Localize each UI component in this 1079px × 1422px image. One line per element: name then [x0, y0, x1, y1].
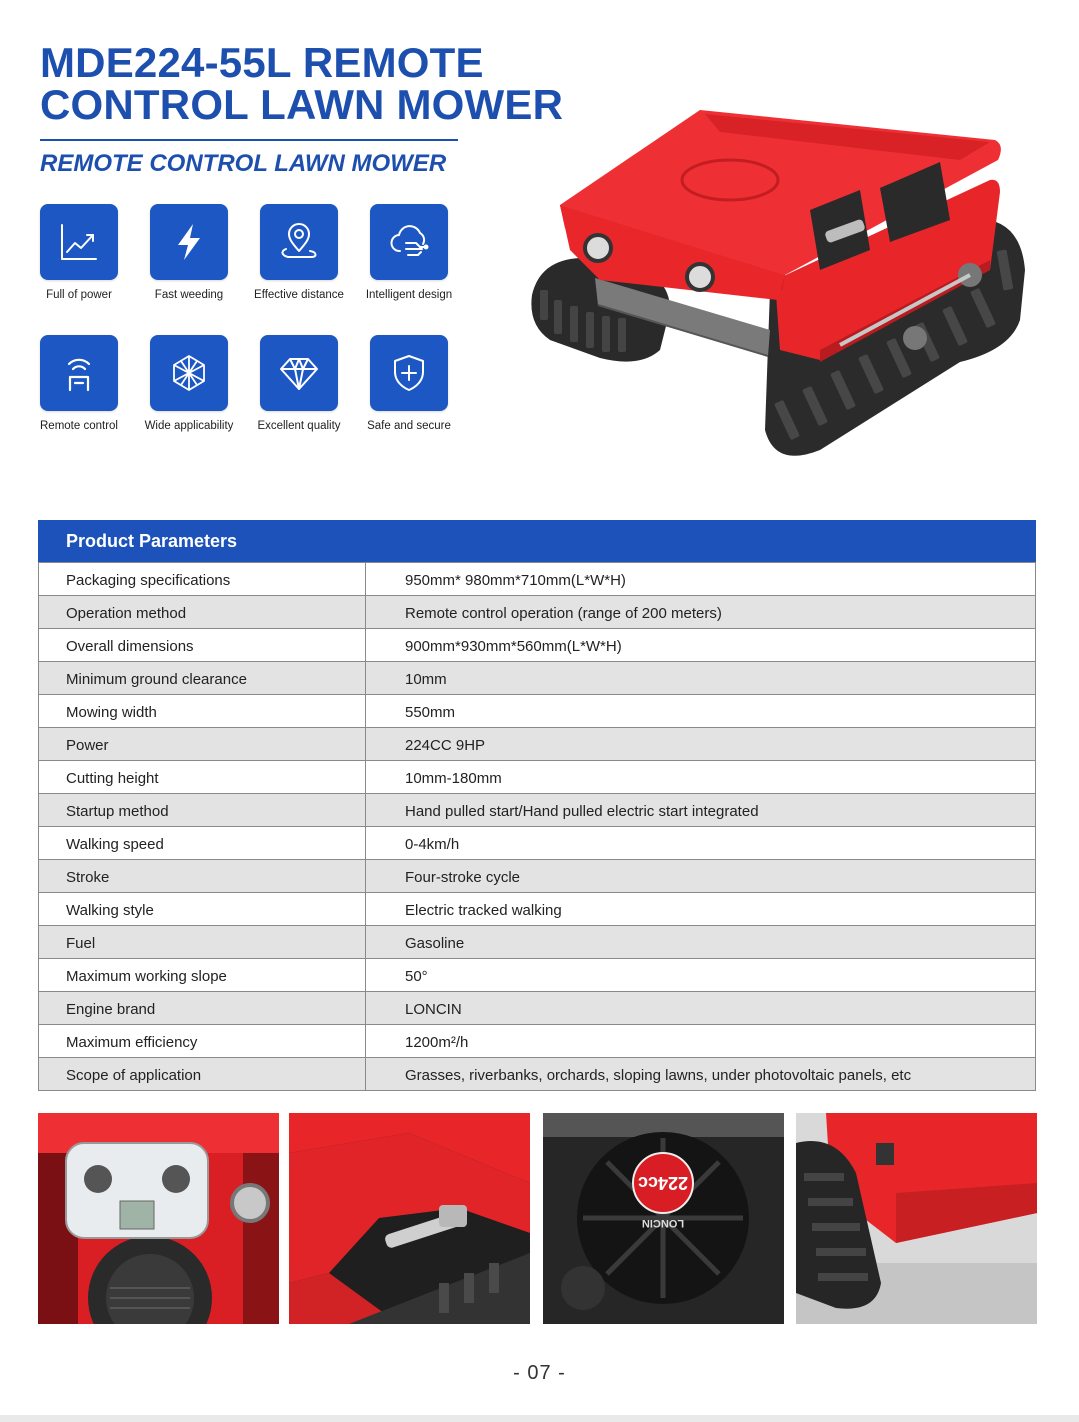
table-row: [39, 860, 1036, 893]
table-row: [39, 563, 1036, 596]
table-row: [39, 1058, 1036, 1091]
feature-label: Remote control: [40, 420, 118, 432]
wireless-remote-icon: [56, 350, 102, 396]
feature-fast-weeding: [134, 204, 244, 301]
param-key: Scope of application: [39, 1058, 366, 1091]
param-value: 1200m²/h: [366, 1025, 1036, 1058]
feature-label: Wide applicability: [144, 420, 234, 432]
photo-engine: [543, 1113, 784, 1324]
feature-label: Excellent quality: [257, 420, 341, 432]
param-key: Fuel: [39, 926, 366, 959]
page-number: - 07 -: [513, 1362, 566, 1384]
param-value: LONCIN: [366, 992, 1036, 1025]
parameters-table: [38, 562, 1036, 1091]
param-key: Startup method: [39, 794, 366, 827]
table-row: [39, 893, 1036, 926]
table-row: [39, 827, 1036, 860]
feature-full-of-power: [24, 204, 134, 301]
page-subtitle: REMOTE CONTROL LAWN MOWER: [40, 150, 447, 177]
param-value: 900mm*930mm*560mm(L*W*H): [366, 629, 1036, 662]
table-row: [39, 992, 1036, 1025]
feature-label: Safe and secure: [367, 420, 451, 432]
location-pin-icon: [276, 219, 322, 265]
title-line-1: MDE224-55L REMOTE: [40, 39, 484, 86]
title-line-2: CONTROL LAWN MOWER: [40, 81, 564, 128]
table-row: [39, 662, 1036, 695]
table-row: [39, 959, 1036, 992]
param-value: 950mm* 980mm*710mm(L*W*H): [366, 563, 1036, 596]
parameters-heading: Product Parameters: [38, 520, 1036, 562]
photo-rear-track: [796, 1113, 1037, 1324]
param-value: Remote control operation (range of 200 meters): [366, 596, 1036, 629]
feature-effective-distance: [244, 204, 354, 301]
shield-plus-icon: [386, 350, 432, 396]
feature-safe-and-secure: [354, 335, 464, 432]
feature-label: Effective distance: [254, 289, 344, 301]
param-value: 50°: [366, 959, 1036, 992]
param-value: Grasses, riverbanks, orchards, sloping lawns, under photovoltaic panels, etc: [366, 1058, 1036, 1091]
param-key: Walking style: [39, 893, 366, 926]
feature-excellent-quality: [244, 335, 354, 432]
table-row: [39, 794, 1036, 827]
param-value: Gasoline: [366, 926, 1036, 959]
page-title: [40, 39, 600, 128]
table-row: [39, 596, 1036, 629]
table-row: [39, 1025, 1036, 1058]
param-key: Packaging specifications: [39, 563, 366, 596]
param-value: 224CC 9HP: [366, 728, 1036, 761]
table-row: [39, 695, 1036, 728]
param-key: Maximum efficiency: [39, 1025, 366, 1058]
param-key: Stroke: [39, 860, 366, 893]
feature-label: Full of power: [46, 289, 112, 301]
diamond-icon: [276, 350, 322, 396]
trend-chart-icon: [56, 219, 102, 265]
feature-label: Fast weeding: [154, 289, 224, 301]
param-key: Engine brand: [39, 992, 366, 1025]
param-value: Four-stroke cycle: [366, 860, 1036, 893]
param-key: Minimum ground clearance: [39, 662, 366, 695]
param-value: Electric tracked walking: [366, 893, 1036, 926]
param-key: Cutting height: [39, 761, 366, 794]
lightning-icon: [166, 219, 212, 265]
photo-remote-controller: [38, 1113, 279, 1324]
bottom-bar: [0, 1415, 1079, 1422]
table-row: [39, 629, 1036, 662]
engine-displacement-label: 224cc: [637, 1173, 689, 1193]
param-key: Walking speed: [39, 827, 366, 860]
feature-intelligent-design: [354, 204, 464, 301]
mower-product-image: [520, 100, 1040, 470]
table-row: [39, 926, 1036, 959]
engine-brand-label: LONCIN: [641, 1217, 685, 1229]
title-divider: [40, 139, 458, 141]
param-key: Operation method: [39, 596, 366, 629]
param-value: 10mm: [366, 662, 1036, 695]
network-cube-icon: [166, 350, 212, 396]
param-key: Maximum working slope: [39, 959, 366, 992]
param-value: 10mm-180mm: [366, 761, 1036, 794]
feature-label: Intelligent design: [365, 289, 453, 301]
feature-wide-applicability: [134, 335, 244, 432]
param-value: 0-4km/h: [366, 827, 1036, 860]
table-row: [39, 761, 1036, 794]
cloud-circuit-icon: [386, 219, 432, 265]
param-key: Overall dimensions: [39, 629, 366, 662]
feature-remote-control: [24, 335, 134, 432]
photo-side-actuator: [289, 1113, 530, 1324]
param-key: Mowing width: [39, 695, 366, 728]
param-value: Hand pulled start/Hand pulled electric start integrated: [366, 794, 1036, 827]
param-key: Power: [39, 728, 366, 761]
table-row: [39, 728, 1036, 761]
param-value: 550mm: [366, 695, 1036, 728]
